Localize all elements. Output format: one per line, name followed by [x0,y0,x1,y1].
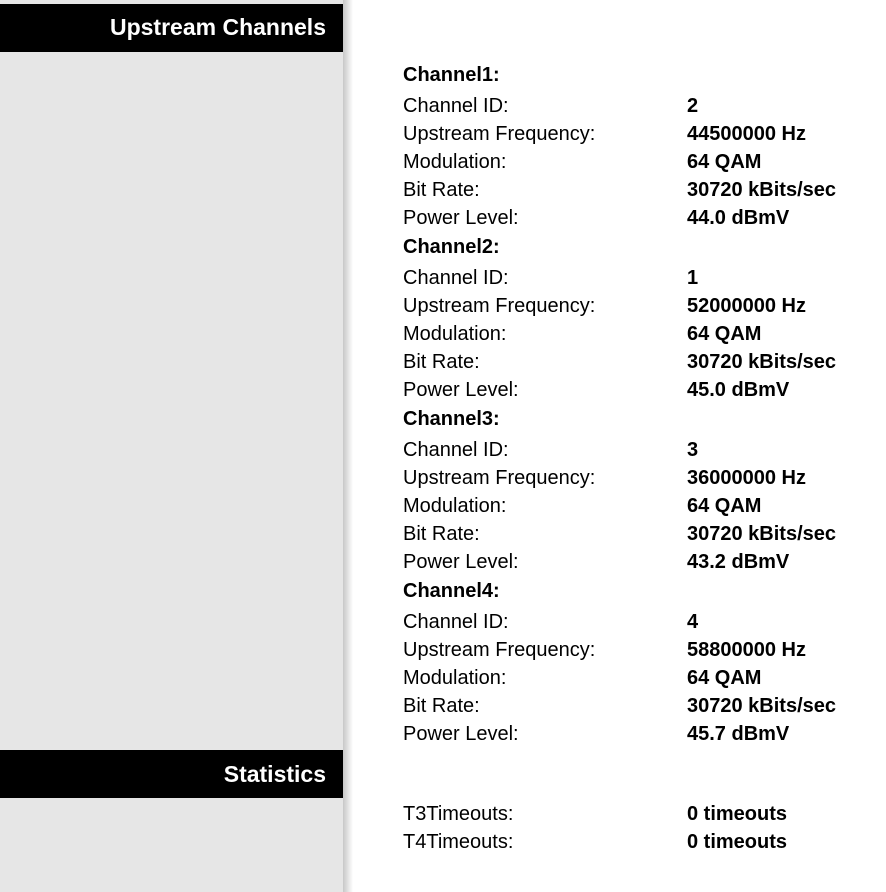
row-value: 43.2 dBmV [687,551,790,573]
modulation-row [403,664,873,692]
row-value: 30720 kBits/sec [687,695,837,717]
row-value: 3 [687,439,699,461]
channel-id-row [403,264,873,292]
channel-id-row [403,608,873,636]
row-label: Power Level: [403,207,519,229]
row-value: 64 QAM [687,667,762,689]
power-level-row [403,204,873,232]
row-label: Bit Rate: [403,179,480,201]
row-label: Channel ID: [403,95,509,117]
row-label: Power Level: [403,551,519,573]
row-value: 64 QAM [687,495,762,517]
modulation-row [403,492,873,520]
power-level-row [403,376,873,404]
bit-rate-row [403,692,873,720]
row-label: Power Level: [403,379,519,401]
row-value: 58800000 Hz [687,639,806,661]
row-value: 45.0 dBmV [687,379,790,401]
row-label: Modulation: [403,495,507,517]
row-value: 64 QAM [687,323,762,345]
row-label: Upstream Frequency: [403,639,596,661]
channel-heading: Channel4: [403,580,500,602]
row-value: 30720 kBits/sec [687,351,837,373]
row-label: Channel ID: [403,611,509,633]
row-value: 44500000 Hz [687,123,806,145]
statistics-content [403,800,873,856]
t3-timeouts-row [403,800,873,828]
upstream-frequency-row [403,636,873,664]
modulation-row [403,148,873,176]
channel-block [403,232,873,404]
upstream-channels-content [403,60,873,748]
channel-block [403,404,873,576]
channel-id-row [403,436,873,464]
upstream-frequency-row [403,464,873,492]
row-label: Bit Rate: [403,695,480,717]
channel-heading: Channel2: [403,236,500,258]
upstream-channels-header: Upstream Channels [0,4,343,52]
row-label: Power Level: [403,723,519,745]
row-value: 30720 kBits/sec [687,523,837,545]
row-value: 30720 kBits/sec [687,179,837,201]
row-value: 2 [687,95,699,117]
row-label: Bit Rate: [403,523,480,545]
channel-block [403,60,873,232]
t4-timeouts-row [403,828,873,856]
power-level-row [403,548,873,576]
channel-heading: Channel3: [403,408,500,430]
channel-block [403,576,873,748]
channel-id-row [403,92,873,120]
row-label: Modulation: [403,151,507,173]
row-label: T4Timeouts: [403,831,514,853]
upstream-frequency-row [403,120,873,148]
row-label: Modulation: [403,323,507,345]
statistics-header: Statistics [0,750,343,798]
row-value: 0 timeouts [687,803,788,825]
channel-heading: Channel1: [403,64,500,86]
modulation-row [403,320,873,348]
row-label: Bit Rate: [403,351,480,373]
bit-rate-row [403,176,873,204]
power-level-row [403,720,873,748]
row-label: Upstream Frequency: [403,467,596,489]
sidebar-shadow [343,0,353,892]
row-value: 64 QAM [687,151,762,173]
row-value: 45.7 dBmV [687,723,790,745]
upstream-frequency-row [403,292,873,320]
row-label: Upstream Frequency: [403,123,596,145]
row-label: Modulation: [403,667,507,689]
row-label: Channel ID: [403,439,509,461]
row-value: 44.0 dBmV [687,207,790,229]
row-value: 0 timeouts [687,831,788,853]
row-label: T3Timeouts: [403,803,514,825]
bit-rate-row [403,348,873,376]
row-value: 1 [687,267,699,289]
row-value: 36000000 Hz [687,467,806,489]
bit-rate-row [403,520,873,548]
row-value: 4 [687,611,699,633]
row-label: Channel ID: [403,267,509,289]
row-value: 52000000 Hz [687,295,806,317]
row-label: Upstream Frequency: [403,295,596,317]
